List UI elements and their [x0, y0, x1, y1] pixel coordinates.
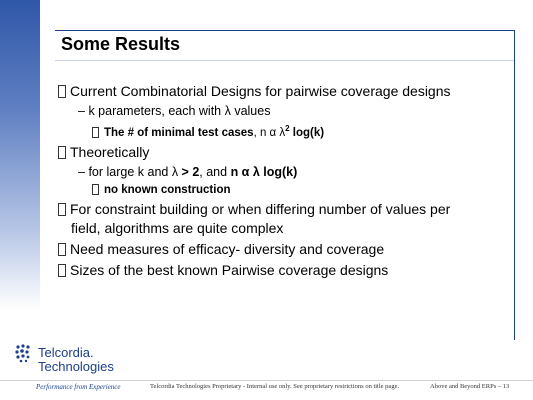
subsub-pre: The # of minimal test cases [104, 126, 254, 139]
bullet-box-icon [92, 127, 99, 138]
slide-title: Some Results [61, 34, 181, 54]
bullet-1-sub [58, 103, 508, 120]
footer-page-label: Above and Beyond ERPs – 13 [430, 383, 510, 390]
bullet-5-text: Sizes of the best known Pairwise coverage designs [70, 261, 389, 278]
subsub-mid: , n α λ [253, 126, 286, 139]
bullet-4 [58, 240, 508, 259]
subsub-text: no known construction [104, 183, 231, 196]
footer-proprietary-text: Telcordia Technologies Proprietary - Internal use only. See proprietary restrictions on title page. [150, 383, 400, 390]
slide-content [58, 82, 508, 282]
sub-bold1: > 2 [181, 164, 200, 179]
dash-icon: – [78, 164, 89, 179]
bullet-3-line2: field, algorithms are quite complex [71, 219, 284, 236]
title-rule-right [514, 30, 515, 340]
bullet-box-icon [58, 243, 66, 256]
bullet-1-sub-text: k parameters, each with λ values [88, 104, 271, 118]
bullet-3-line1: For constraint building or when differing number of values per [70, 200, 451, 217]
logo-line2: Technologies [38, 359, 114, 374]
tagline: Performance from Experience [36, 383, 121, 391]
sub-bold2: n α λ log(k) [230, 164, 298, 179]
bullet-2 [58, 143, 508, 162]
title-rule-top [55, 30, 515, 31]
sub-mid: , and [199, 164, 231, 179]
logo-line1: Telcordia. [38, 345, 94, 360]
telcordia-logo-icon [14, 343, 38, 370]
left-gradient-bar [0, 0, 40, 310]
footer-rule [0, 380, 533, 381]
bullet-box-icon [58, 203, 66, 216]
bullet-box-icon [58, 146, 66, 159]
bullet-1 [58, 82, 508, 101]
bullet-5 [58, 261, 508, 280]
bullet-box-icon [92, 184, 99, 195]
subsub-sup: 2 [285, 124, 290, 133]
bullet-1-text: Current Combinatorial Designs for pairwise coverage designs [70, 83, 451, 99]
dash-icon: – [78, 104, 89, 118]
bullet-2-sub [58, 164, 508, 181]
bullet-box-icon [58, 85, 66, 98]
bullet-3 [58, 200, 508, 238]
bullet-1-subsub [58, 121, 508, 141]
logo-wordmark [38, 346, 114, 374]
bullet-2-subsub [58, 182, 508, 198]
bullet-4-text: Need measures of efficacy- diversity and coverage [70, 240, 385, 257]
bullet-box-icon [58, 264, 66, 277]
subsub-post: log(k) [289, 126, 325, 139]
title-rule-bottom [55, 60, 514, 61]
sub-pre: for large k and λ [88, 164, 182, 179]
bullet-2-text: Theoretically [70, 143, 150, 160]
